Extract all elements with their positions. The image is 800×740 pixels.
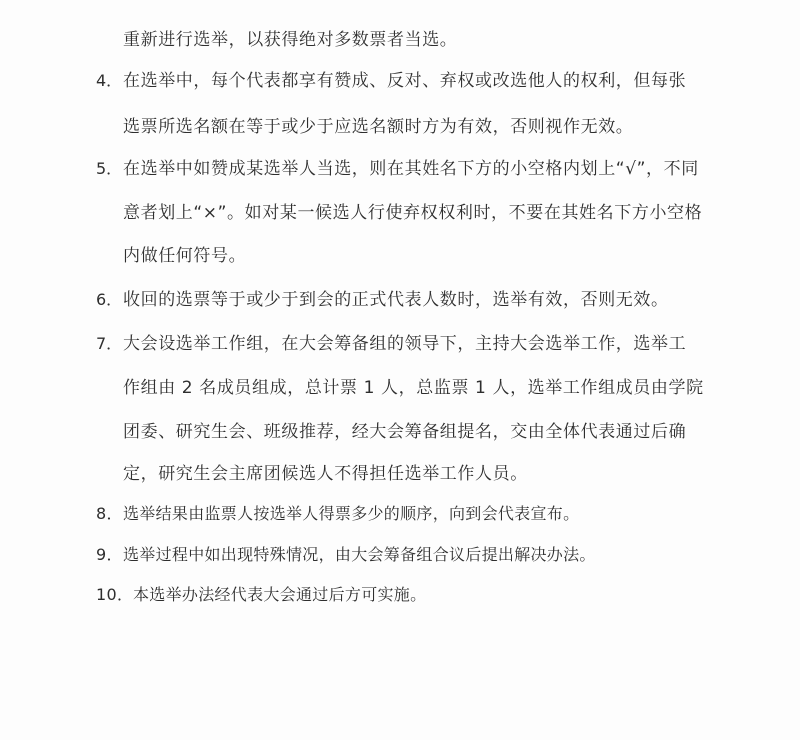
item-10-number: 10．	[96, 585, 134, 604]
item-7-line-1: 大会设选举工作组，在大会筹备组的领导下，主持大会选举工作，选举工	[123, 334, 687, 354]
item-4-line-1: 在选举中，每个代表都享有赞成、反对、弃权或改选他人的权利，但每张	[123, 71, 687, 91]
item-5-number: 5．	[96, 159, 123, 178]
item-7-line-3: 团委、研究生会、班级推荐，经大会筹备组提名，交由全体代表通过后确	[123, 422, 687, 442]
item-4-line-2: 选票所选名额在等于或少于应选名额时方为有效，否则视作无效。	[123, 117, 634, 137]
item-6-number: 6．	[96, 290, 123, 309]
item-8-line-1: 选举结果由监票人按选举人得票多少的顺序，向到会代表宣布。	[123, 504, 580, 523]
item-7-number: 7．	[96, 334, 123, 353]
item-6-line-1: 收回的选票等于或少于到会的正式代表人数时，选举有效，否则无效。	[123, 290, 669, 310]
item-7-line-4: 定，研究生会主席团候选人不得担任选举工作人员。	[123, 464, 528, 484]
item-5-line-3: 内做任何符号。	[123, 246, 247, 266]
item-4-number: 4．	[96, 71, 123, 90]
item-5-line-2: 意者划上“×”。如对某一候选人行使弃权权利时，不要在其姓名下方小空格	[123, 203, 703, 223]
item-9-line-1: 选举过程中如出现特殊情况，由大会筹备组合议后提出解决办法。	[123, 545, 596, 564]
item-7-line-2: 作组由 2 名成员组成，总计票 1 人，总监票 1 人，选举工作组成员由学院	[123, 378, 704, 398]
item-8-number: 8．	[96, 504, 123, 523]
item-5-line-1: 在选举中如赞成某选举人当选，则在其姓名下方的小空格内划上“√”，不同	[123, 159, 699, 179]
item-9-number: 9．	[96, 545, 123, 564]
cut-off-top-line	[105, 0, 665, 2]
item-3-continuation: 重新进行选举，以获得绝对多数票者当选。	[123, 30, 458, 50]
item-10-line-1: 本选举办法经代表大会通过后方可实施。	[133, 585, 427, 604]
